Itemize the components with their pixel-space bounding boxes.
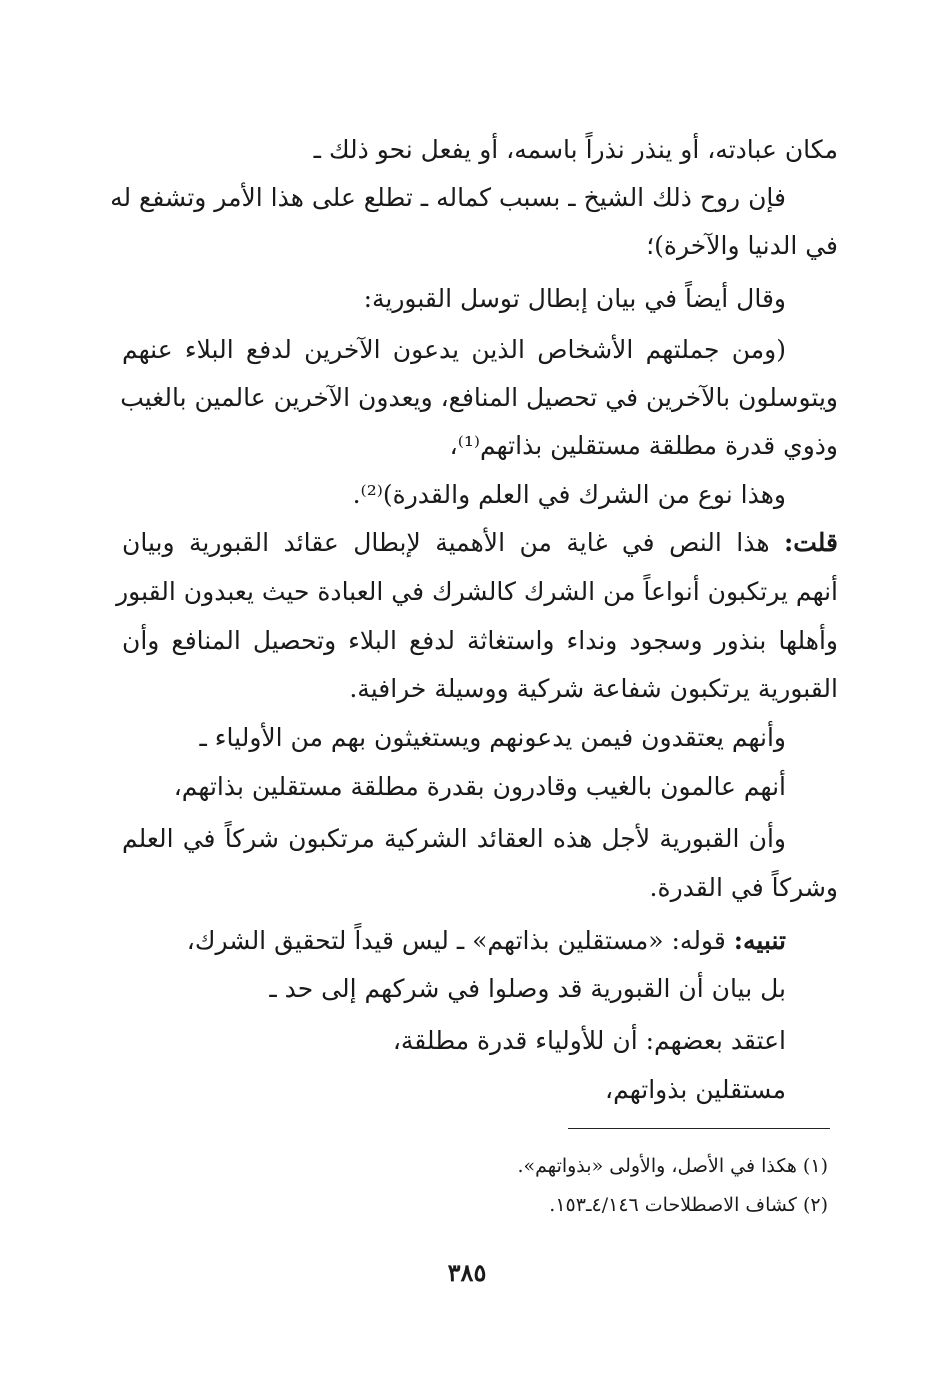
- text-line: ويتوسلون بالآخرين في تحصيل المنافع، ويعدون الآخرين عالمين بالغيب: [120, 383, 838, 412]
- text-line: أنهم عالمون بالغيب وقادرون بقدرة مطلقة مستقلين بذاتهم،: [173, 772, 786, 801]
- page-number: ٣٨٥: [447, 1258, 487, 1287]
- tanbih-label: تنبيه:: [733, 926, 786, 955]
- text-line: في الدنيا والآخرة)؛: [646, 231, 838, 260]
- qult-label: قلت:: [783, 528, 838, 557]
- tanbih-paragraph-line: [187, 921, 786, 961]
- text-line: أنهم يرتكبون أنواعاً من الشرك كالشرك في العبادة حيث يعبدون القبور: [116, 577, 838, 606]
- qult-paragraph-line: [122, 523, 838, 563]
- text-line: وقال أيضاً في بيان إبطال توسل القبورية:: [363, 284, 786, 313]
- footnote-2: (٢) كشاف الاصطلاحات ٤/١٤٦ـ١٥٣.: [549, 1194, 828, 1216]
- text-line: وأهلها بنذور وسجود ونداء واستغاثة لدفع البلاء وتحصيل المنافع وأن: [122, 626, 838, 655]
- footnote-separator: [568, 1128, 830, 1129]
- text-line: قوله: «مستقلين بذاتهم» ـ ليس قيداً لتحقيق الشرك،: [186, 926, 726, 955]
- text-line: (ومن جملتهم الأشخاص الذين يدعون الآخرين لدفع البلاء عنهم: [122, 335, 786, 364]
- text-line: وأنهم يعتقدون فيمن يدعونهم ويستغيثون بهم من الأولياء ـ: [199, 723, 786, 752]
- text-line: مكان عبادته، أو ينذر نذراً باسمه، أو يفعل نحو ذلك ـ: [313, 135, 838, 164]
- text-line: فإن روح ذلك الشيخ ـ بسبب كماله ـ تطلع على هذا الأمر وتشفع له: [110, 183, 786, 212]
- text-line: وذوي قدرة مطلقة مستقلين بذاتهم⁽¹⁾،: [449, 431, 838, 460]
- text-line: وأن القبورية لأجل هذه العقائد الشركية مرتكبون شركاً في العلم: [122, 824, 786, 853]
- text-line: مستقلين بذواتهم،: [605, 1075, 786, 1104]
- footnote-1: (١) هكذا في الأصل، والأولى «بذواتهم».: [517, 1155, 828, 1177]
- text-line: وهذا نوع من الشرك في العلم والقدرة)⁽²⁾.: [352, 480, 786, 509]
- text-line: وشركاً في القدرة.: [649, 873, 838, 902]
- text-line: بل بيان أن القبورية قد وصلوا في شركهم إلى حد ـ: [269, 974, 786, 1003]
- text-line: اعتقد بعضهم: أن للأولياء قدرة مطلقة،: [392, 1026, 786, 1055]
- text-line: هذا النص في غاية من الأهمية لإبطال عقائد القبورية وبيان: [122, 528, 770, 557]
- text-line: القبورية يرتكبون شفاعة شركية ووسيلة خرافية.: [349, 674, 838, 703]
